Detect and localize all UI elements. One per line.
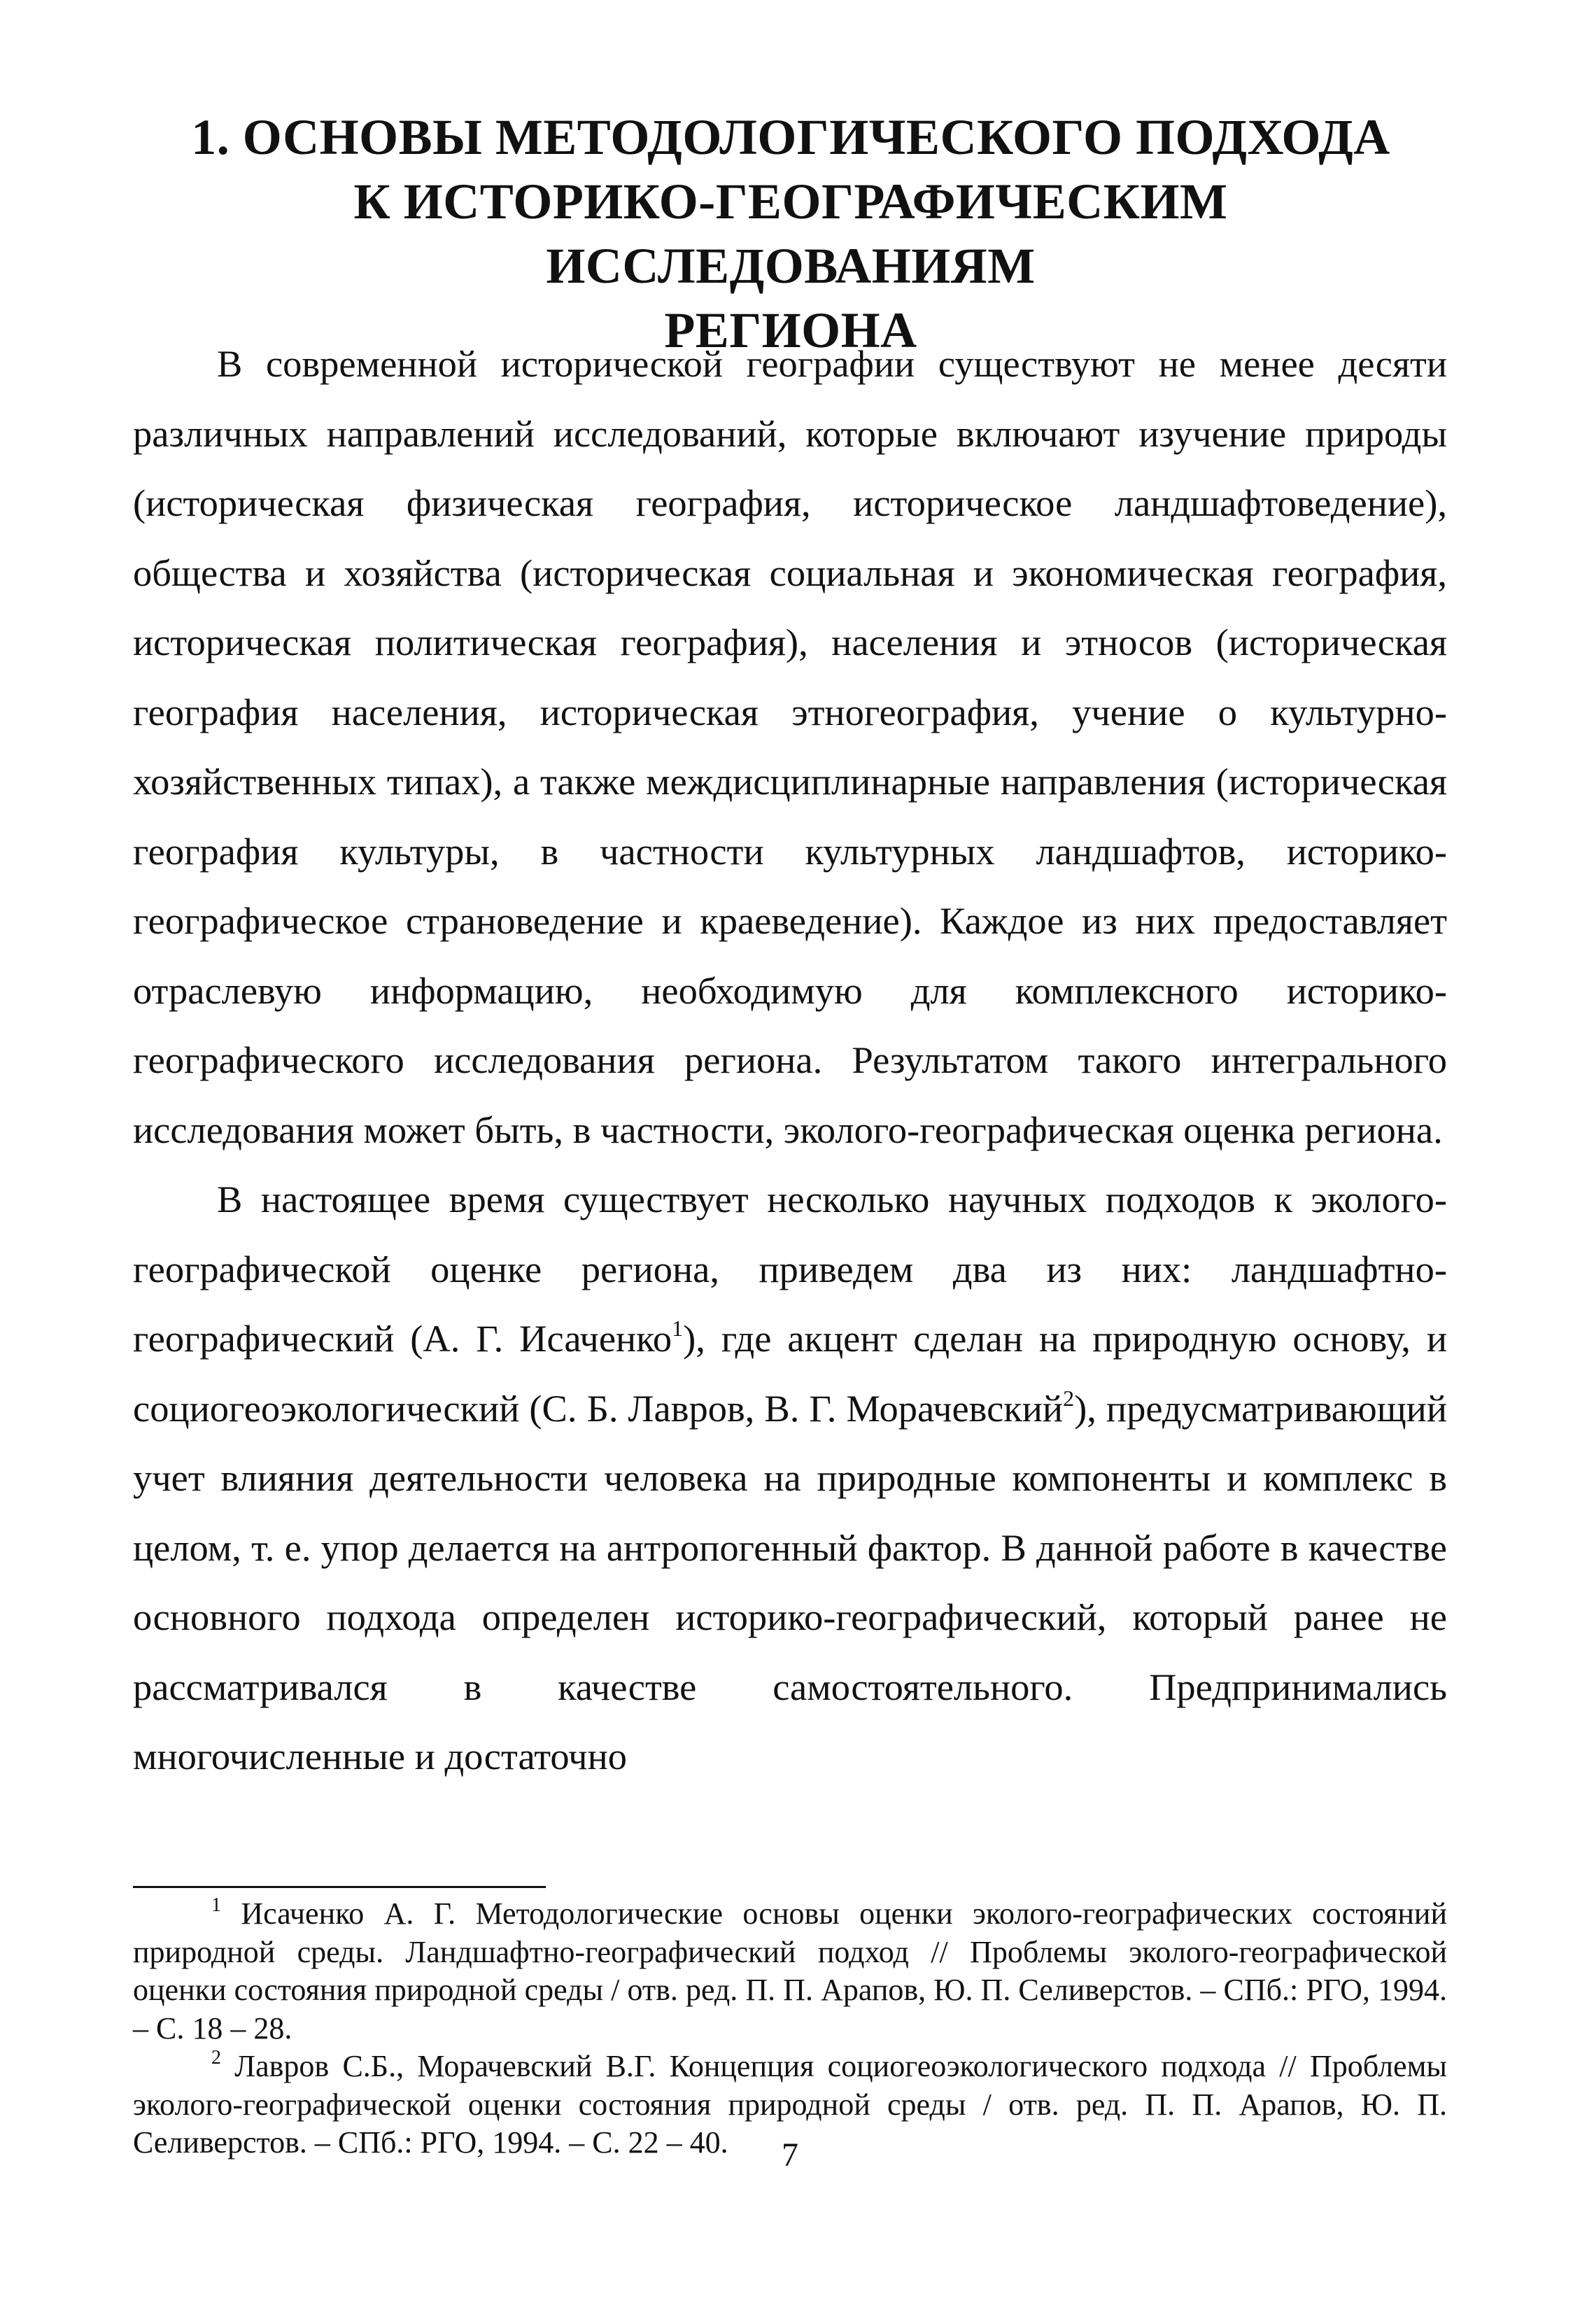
footnote-ref-1[interactable]: 1 (672, 1316, 684, 1341)
paragraph-2-text-b: ), где акцент сделан на природную основу, и социогеоэкологический (С. Б. Лавров, В. Г. Морачевский (133, 1317, 1447, 1430)
paragraph-2 (133, 1164, 1447, 1791)
footnote-divider (133, 1886, 546, 1888)
footnote-ref-2[interactable]: 2 (1063, 1385, 1075, 1411)
chapter-title-line-2: К ИСТОРИКО-ГЕОГРАФИЧЕСКИМ ИССЛЕДОВАНИЯМ (353, 174, 1228, 294)
body-text (133, 329, 1447, 1791)
footnote-2-marker: 2 (211, 2047, 221, 2069)
footnote-2-text: Лавров С.Б., Морачевский В.Г. Концепция социогеоэкологического подхода // Проблемы эколого-географической оценки состояния природной среды / отв. ред. П. П. Арапов, Ю. П. Селиверстов. – СПб.: РГО, 1994. – С. 22 – 40. (133, 2049, 1447, 2160)
page-number: 7 (782, 2136, 798, 2174)
paragraph-1: В современной исторической географии существуют не менее десяти различных направлений исследований, которые включают изучение природы (историческая физическая география, историческое ландшафтоведение), общества и хозяйства (историческая социальная и экономическая география, историческая политическая география), населения и этносов (историческая география населения, историческая этногеография, учение о культурно-хозяйственных типах), а также междисциплинарные направления (историческая география культуры, в частности культурных ландшафтов, историко-географическое страноведение и краеведение). Каждое из них предоставляет отраслевую информацию, необходимую для комплексного историко-географического исследования региона. Результатом такого интегрального исследования может быть, в частности, эколого-географическая оценка региона. (133, 342, 1447, 1151)
paragraph-2-text-a: В настоящее время существует несколько научных подходов к эколого-географической оценке региона, приведем два из них: ландшафтно-географический (А. Г. Исаченко (133, 1178, 1447, 1360)
chapter-title (133, 105, 1448, 362)
chapter-title-line-1: 1. ОСНОВЫ МЕТОДОЛОГИЧЕСКОГО ПОДХОДА (191, 109, 1390, 165)
footnote-1 (133, 1895, 1447, 2048)
footnote-1-text: Исаченко А. Г. Методологические основы оценки эколого-географических состояний природной среды. Ландшафтно-географический подход // Проблемы эколого-географической оценки состояния природной среды / отв. ред. П. П. Арапов, Ю. П. Селиверстов. – СПб.: РГО, 1994. – С. 18 – 28. (133, 1896, 1447, 2045)
footnote-1-marker: 1 (211, 1894, 221, 1916)
paragraph-2-text-c: ), предусматривающий учет влияния деятельности человека на природные компоненты и комплекс в целом, т. е. упор делается на антропогенный фактор. В данной работе в качестве основного подхода определен историко-географический, который ранее не рассматривался в качестве самостоятельного. Предпринимались многочисленные и достаточно (133, 1386, 1447, 1777)
chapter-title-line-3: РЕГИОНА (664, 302, 917, 358)
footnotes (133, 1895, 1447, 2162)
